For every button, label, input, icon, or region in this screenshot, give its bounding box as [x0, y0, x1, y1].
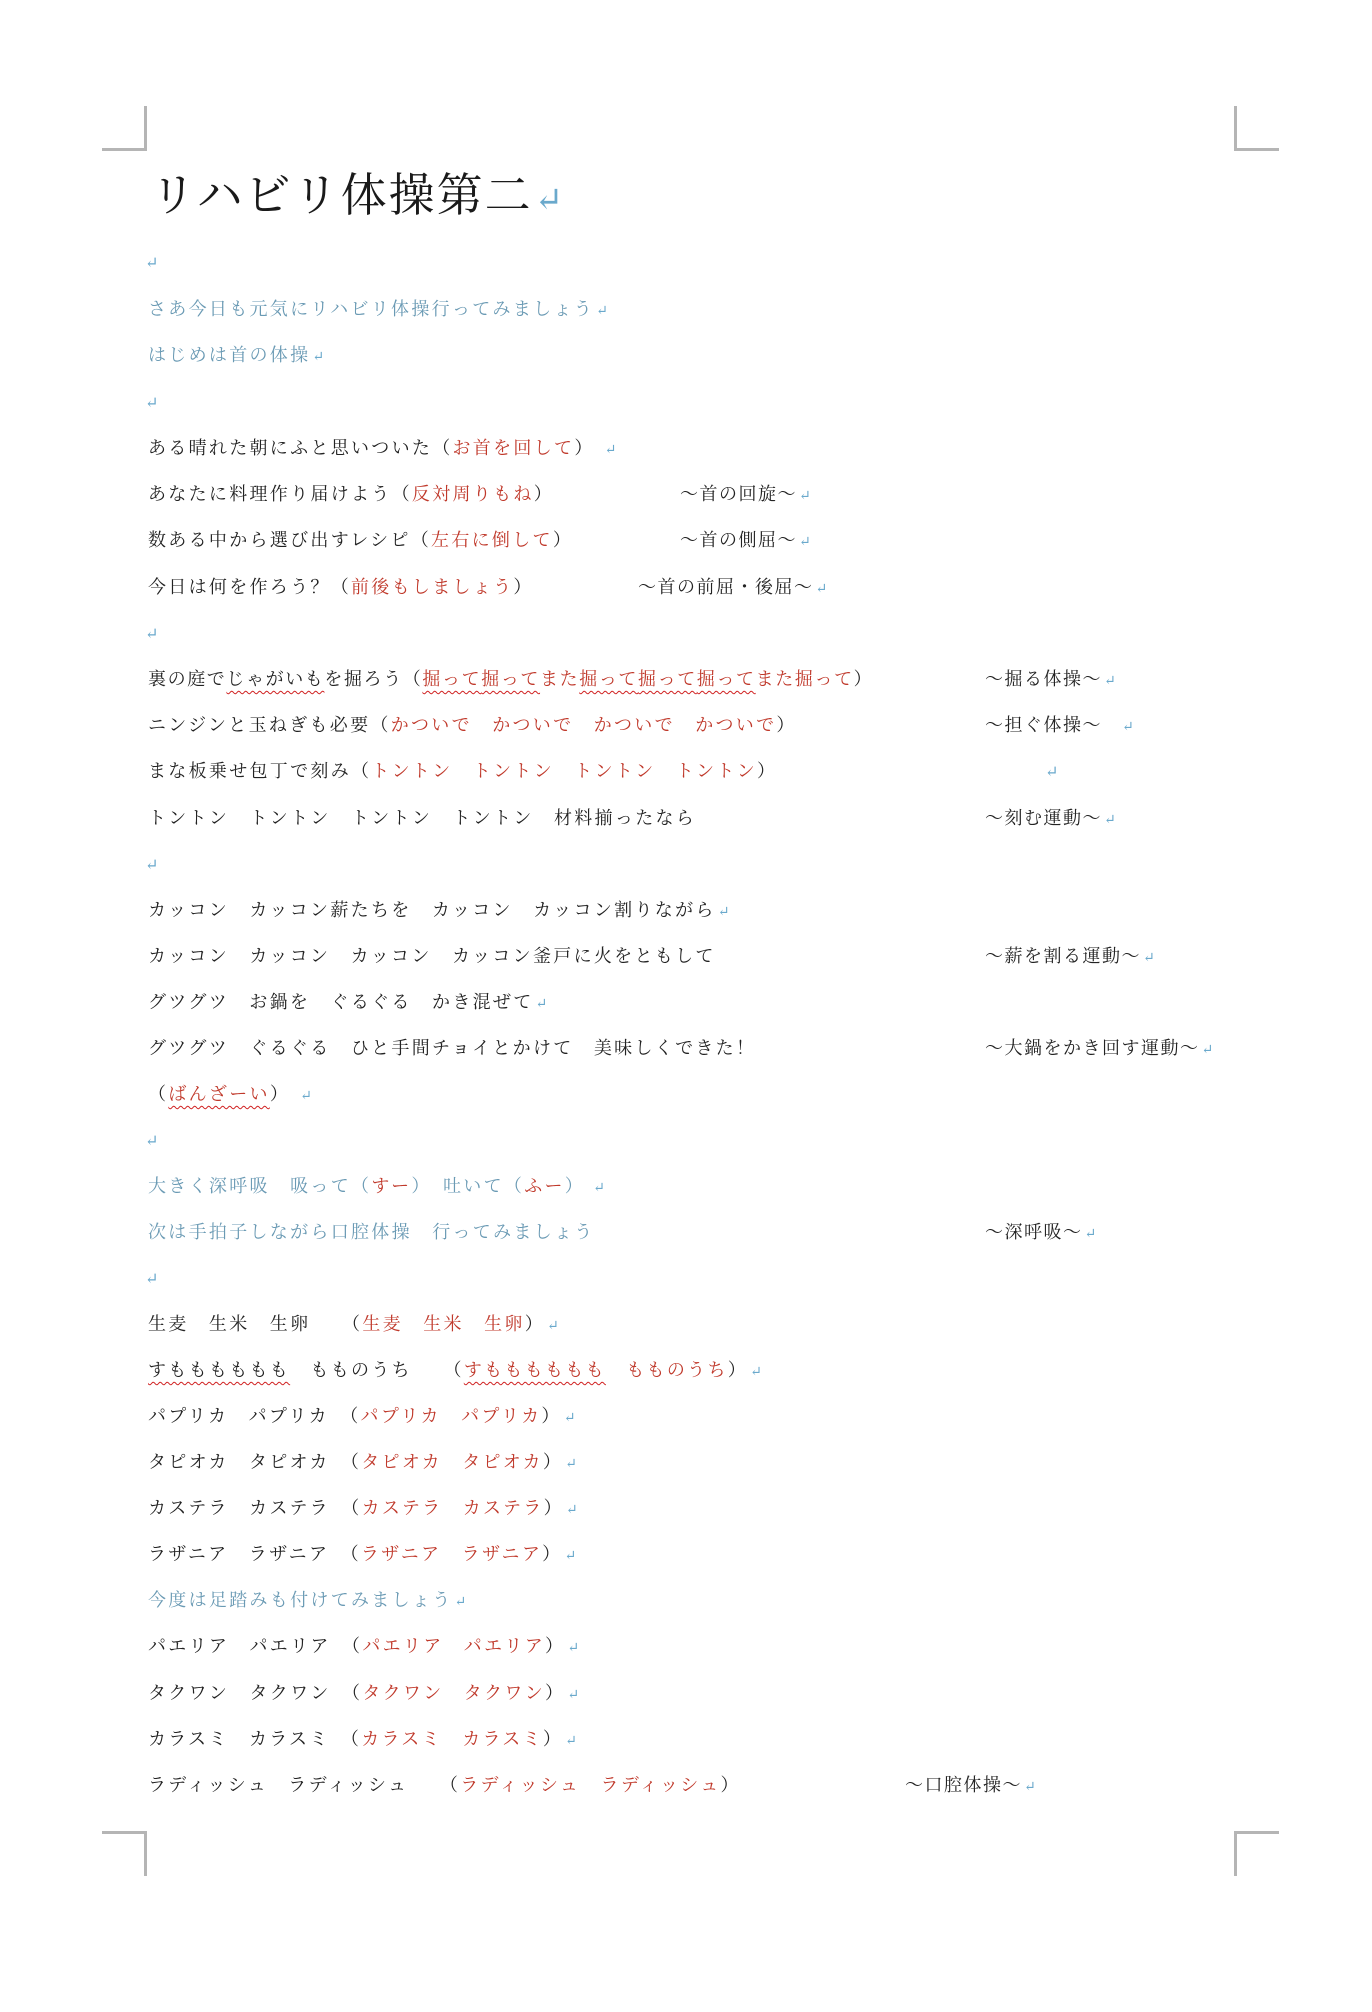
tongue-twister-line[interactable]: タピオカ タピオカ （タピオカ タピオカ） ↵ [148, 1452, 577, 1473]
empty-paragraph-mark: ↵ [145, 1269, 159, 1288]
lyric-line[interactable]: 数ある中から選び出すレシピ（左右に倒して） [148, 530, 574, 551]
tongue-twister-line[interactable]: すもももももも もものうち （すもももももも もものうち） ↵ [148, 1360, 762, 1381]
paragraph-mark: ↵ [1045, 762, 1059, 781]
lyric-line[interactable]: グツグツ お鍋を ぐるぐる かき混ぜて ↵ [148, 992, 548, 1013]
crop-mark-top-right [1234, 106, 1279, 151]
tongue-twister-line[interactable]: ラザニア ラザニア （ラザニア ラザニア） ↵ [148, 1544, 577, 1565]
empty-paragraph-mark: ↵ [145, 855, 159, 874]
exercise-note[interactable]: ～首の前屈・後屈～ ↵ [638, 577, 828, 598]
crop-mark-bottom-right [1234, 1831, 1279, 1876]
intro-line[interactable]: さあ今日も元気にリハビリ体操行ってみましょう ↵ [148, 299, 608, 320]
empty-paragraph-mark: ↵ [145, 393, 159, 412]
tongue-twister-line[interactable]: カステラ カステラ （カステラ カステラ） ↵ [148, 1498, 578, 1519]
lyric-line[interactable]: ニンジンと玉ねぎも必要（かついで かついで かついで かついで） [148, 715, 797, 736]
crop-mark-top-left [102, 106, 147, 151]
exercise-note[interactable]: ～刻む運動～ ↵ [985, 808, 1116, 829]
lyric-line[interactable]: あなたに料理作り届けよう（反対周りもね） [148, 484, 555, 505]
empty-paragraph-mark: ↵ [145, 1131, 159, 1150]
lyric-line[interactable]: トントン トントン トントン トントン 材料揃ったなら [148, 808, 697, 829]
tongue-twister-line[interactable]: ラディッシュ ラディッシュ （ラディッシュ ラディッシュ） [148, 1775, 741, 1796]
tongue-twister-line[interactable]: 生麦 生米 生卵 （生麦 生米 生卵） ↵ [148, 1314, 559, 1335]
lyric-line[interactable]: 今日は何を作ろう？（前後もしましょう） [148, 577, 534, 598]
intro-line[interactable]: 大きく深呼吸 吸って（すー） 吐いて（ふー） ↵ [148, 1176, 605, 1197]
empty-paragraph-mark: ↵ [145, 624, 159, 643]
tongue-twister-line[interactable]: カラスミ カラスミ （カラスミ カラスミ） ↵ [148, 1729, 577, 1750]
tongue-twister-line[interactable]: タクワン タクワン （タクワン タクワン） ↵ [148, 1683, 580, 1704]
lyric-line[interactable]: ある晴れた朝にふと思いついた（お首を回して） ↵ [148, 438, 617, 459]
intro-line[interactable]: はじめは首の体操 ↵ [148, 345, 325, 366]
exercise-note[interactable]: ～口腔体操～ ↵ [905, 1775, 1036, 1796]
exercise-note[interactable]: ～担ぐ体操～ ↵ [985, 715, 1134, 736]
intro-line[interactable]: 今度は足踏みも付けてみましょう ↵ [148, 1590, 467, 1611]
lyric-line[interactable]: （ばんざーい） ↵ [148, 1084, 312, 1105]
lyric-line[interactable]: まな板乗せ包丁で刻み（トントン トントン トントン トントン） [148, 761, 778, 782]
exercise-note[interactable]: ～深呼吸～ ↵ [985, 1222, 1097, 1243]
page-title[interactable]: リハビリ体操第二↵ [150, 168, 564, 222]
tongue-twister-line[interactable]: パプリカ パプリカ （パプリカ パプリカ） ↵ [148, 1406, 576, 1427]
exercise-note[interactable]: ～薪を割る運動～ ↵ [985, 946, 1155, 967]
empty-paragraph-mark: ↵ [145, 253, 159, 272]
exercise-note[interactable]: ～掘る体操～ ↵ [985, 669, 1116, 690]
tongue-twister-line[interactable]: パエリア パエリア （パエリア パエリア） ↵ [148, 1636, 580, 1657]
lyric-line[interactable]: グツグツ ぐるぐる ひと手間チョイとかけて 美味しくできた！ [148, 1038, 757, 1059]
lyric-line[interactable]: カッコン カッコン カッコン カッコン釜戸に火をともして [148, 946, 716, 967]
exercise-note[interactable]: ～首の回旋～ ↵ [680, 484, 811, 505]
intro-line[interactable]: 次は手拍子しながら口腔体操 行ってみましょう [148, 1222, 595, 1243]
lyric-line[interactable]: カッコン カッコン薪たちを カッコン カッコン割りながら ↵ [148, 900, 730, 921]
exercise-note[interactable]: ～首の側屈～ ↵ [680, 530, 811, 551]
paragraph-mark: ↵ [534, 180, 564, 220]
crop-mark-bottom-left [102, 1831, 147, 1876]
exercise-note[interactable]: ～大鍋をかき回す運動～ ↵ [985, 1038, 1214, 1059]
lyric-line[interactable]: 裏の庭でじゃがいもを掘ろう（掘って掘ってまた掘って掘って掘ってまた掘って） [148, 669, 874, 690]
